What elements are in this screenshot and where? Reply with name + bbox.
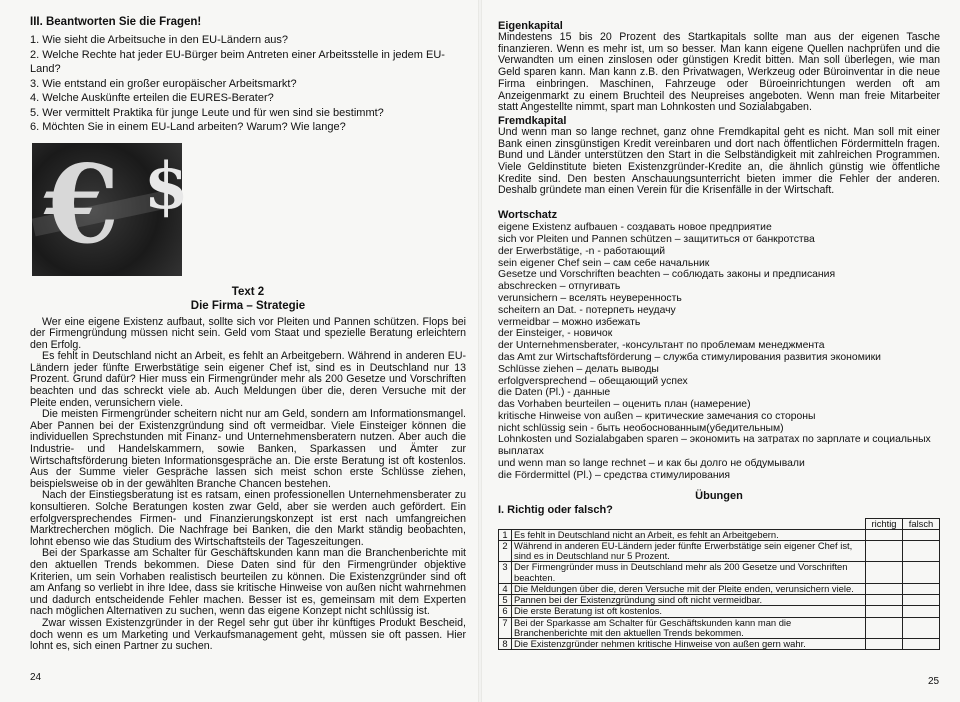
euro-symbol-icon: €: [44, 141, 120, 268]
question-item: 1. Wie sieht die Arbeitsuche in den EU-Ländern aus?: [30, 34, 289, 46]
richtig-cell[interactable]: [866, 638, 903, 649]
vocab-item: Schlüsse ziehen – делать выводы: [498, 363, 659, 375]
richtig-falsch-title: I. Richtig oder falsch?: [498, 503, 613, 516]
statement-number: 4: [499, 583, 512, 594]
vocab-item: der Erwerbstätige, -n - работающий: [498, 245, 666, 257]
page-number: 24: [30, 672, 42, 683]
statement-text: Bei der Sparkasse am Schalter für Geschäftskunden kann man die Branchenberichte mit den aktuellen Trends bekommen.: [512, 617, 866, 638]
text-heading: [30, 285, 466, 313]
vocab-item: scheitern an Dat. - потерпеть неудачу: [498, 304, 676, 316]
falsch-cell[interactable]: [903, 617, 940, 638]
falsch-cell[interactable]: [903, 541, 940, 562]
eigenkapital-text: Mindestens 15 bis 20 Prozent des Startkapitals sollte man aus der eigenen Tasche finanzieren. Wenn es mehr ist, um so besser. Man kann eigene Quellen nachprüfen und die Verwandten um einen zinslosen oder günstigen Kredit bitten. Man soll überlegen, wie man Geld sparen kann. Man kann z.B. den Privatwagen, Werkzeug oder Büroinventar in die neue Firma einbringen. Maschinen, Fahrzeuge oder Büroeinrichtungen werden oft am Anzeigenmarkt zu einem Bruchteil des Neupreises angeboten. Wenn man freie Mitarbeiter statt Angestellte nimmt, spart man Lohnkosten und Sozialabgaben.: [498, 31, 940, 114]
statement-text: Die Meldungen über die, deren Versuche mit der Pleite enden, verunsichern viele.: [512, 583, 866, 594]
question-item: 5. Wer vermittelt Praktika für junge Leute und für wen sind sie bestimmt?: [30, 106, 384, 119]
text-label: Text 2: [231, 285, 265, 298]
falsch-cell[interactable]: [903, 529, 940, 540]
question-item: 6. Möchten Sie in einem EU-Land arbeiten? Warum? Wie lange?: [30, 121, 346, 133]
falsch-cell[interactable]: [903, 638, 940, 649]
vocab-item: sich vor Pleiten und Pannen schützen – защититься от банкротства: [498, 233, 815, 245]
statement-number: 2: [499, 541, 512, 562]
vocab-item: das Amt zur Wirtschaftsförderung – служба стимулирования развития экономики: [498, 351, 881, 363]
currency-photo: [32, 141, 189, 276]
table-row: [499, 606, 940, 617]
richtig-cell[interactable]: [866, 583, 903, 594]
dollar-symbol-icon: $: [144, 148, 189, 224]
vocab-item: eigene Existenz aufbauen - создавать новое предприятие: [498, 222, 772, 234]
richtig-cell[interactable]: [866, 529, 903, 540]
table-row: [499, 541, 940, 562]
vocab-item: und wenn man so lange rechnet – и как бы долго не обдумывали: [498, 458, 805, 470]
vocab-item: vermeidbar – можно избежать: [498, 316, 641, 328]
vocab-item: Lohnkosten und Sozialabgaben sparen – экономить на затратах по зарплате и социальных выплатах: [498, 434, 931, 458]
wortschatz-title: Wortschatz: [498, 209, 558, 222]
article-body: [30, 317, 466, 653]
statement-text: Die Existenzgründer nehmen kritische Hinweise von außen gern wahr.: [512, 638, 866, 649]
statement-text: Während in anderen EU-Ländern jeder fünfte Erwerbstätige sein eigener Chef ist, sind es in Deutschland nur 5 Prozent.: [512, 541, 866, 562]
table-row: [499, 583, 940, 594]
fremdkapital-text: Und wenn man so lange rechnet, ganz ohne Fremdkapital geht es nicht. Man soll mit einer Bank einen zinsgünstigen Kredit vereinbaren und dort nach öffentlichen Fördermitteln fragen. Bund und Länder unterstützen den Start in die Selbständigkeit mit zahlreichen Programmen. Viele Geldinstitute bieten Existenzgründer-Kredite an, die ähnlich günstig wie öffentliche Kredite sind. Den besten Anschauungsunterricht bieten immer die Fehler der anderen. Deshalb gründete man einen Verein für die Krisenfälle in der Wirtschaft.: [498, 125, 940, 197]
richtig-cell[interactable]: [866, 617, 903, 638]
statement-text: Pannen bei der Existenzgründung sind oft nicht vermeidbar.: [512, 595, 866, 606]
eigenkapital-title: Eigenkapital: [498, 20, 563, 32]
vocab-item: sein eigener Chef sein – сам себе начальник: [498, 257, 710, 269]
fremdkapital-title: Fremdkapital: [498, 114, 567, 127]
question-item: 4. Welche Auskünfte erteilen die EURES-Berater?: [30, 92, 274, 104]
paragraph: Zwar wissen Existenzgründer in der Regel sehr gut über ihr künftiges Produkt Bescheid, doch wenn es um Marketing und Verkaufsmanagement geht, müssen sie oft passen. Hier lohnt es, sich einen Partner zu suchen.: [30, 616, 466, 653]
falsch-cell[interactable]: [903, 562, 940, 583]
vocab-item: nicht schlüssig sein - быть необоснованным(убедительным): [498, 422, 784, 434]
question-text: 2. Welche Rechte hat jeder EU-Bürger beim Antreten einer Arbeitsstelle in jedem EU-Land?: [30, 48, 445, 75]
vocab-item: der Einsteiger, - новичок: [498, 328, 613, 340]
header-spacer: [499, 518, 866, 529]
table-row: [499, 595, 940, 606]
section-title: III. Beantworten Sie die Fragen!: [30, 16, 202, 28]
vocab-item: die Fördermittel (Pl.) – средства стимулирования: [498, 469, 731, 481]
question-item: [30, 48, 466, 77]
vocab-item: das Vorhaben beurteilen – оценить план (намерение): [498, 399, 751, 411]
header-richtig: richtig: [866, 518, 903, 529]
richtig-cell[interactable]: [866, 562, 903, 583]
falsch-cell[interactable]: [903, 595, 940, 606]
statement-text: Die erste Beratung ist oft kostenlos.: [512, 606, 866, 617]
vocab-item: erfolgversprechend – обещающий успех: [498, 375, 688, 387]
vocab-item: die Daten (Pl.) - данные: [498, 387, 611, 399]
vocab-item: kritische Hinweise von außen – критические замечания со стороны: [498, 410, 816, 422]
richtig-cell[interactable]: [866, 606, 903, 617]
table-row: [499, 617, 940, 638]
table-header-row: [499, 518, 940, 529]
table-row: [499, 638, 940, 649]
paragraph: Bei der Sparkasse am Schalter für Geschäftskunden kann man die Branchenberichte mit den aktuellen Trends bekommen. Diese Daten sind für den Firmengründer objektive Kriterien, um sein Vorhaben realistisch beurteilen zu können. Die Existenzgründer sind oft am Anfang so verliebt in ihre Idee, dass sie kritische Hinweise von außen nicht wahrnehmen und dadurch entscheidende Fehler machen. Besser ist es, gemeinsam mit dem Experten nach möglichen Alternativen zu suchen, wenn das eigene Konzept nicht schlüssig ist.: [30, 547, 466, 618]
richtig-cell[interactable]: [866, 541, 903, 562]
statement-number: 6: [499, 606, 512, 617]
paragraph: Es fehlt in Deutschland nicht an Arbeit, es fehlt an Arbeitgebern. Während in anderen EU-Ländern jeder fünfte Erwerbstätige sein eigener Chef ist, sind es in Deutschland nur 13 Prozent. Grund dafür? Hier muss ein Firmengründer mehr als 200 Gesetze und Vorschriften beachten und das schreckt viele ab. Auch Meldungen über die, deren Versuche mit der Pleite enden, verunsichern viele.: [30, 350, 466, 409]
paragraph: Nach der Einstiegsberatung ist es ratsam, einen professionellen Unternehmensberater zu konsultieren. Solche Beratungen kosten zwar Geld, aber sie werden auch gefördert. Ein erfolgversprechendes Firmen- und Finanzierungskonzept ist erst nach umfangreichen Marktrecherchen möglich. Die Nachfrage bei Banken, die den Markt ständig beobachten, lohnt ebenso wie das Studium des Wirtschaftsteils der Tageszeitungen.: [30, 489, 466, 548]
table-row: [499, 562, 940, 583]
statement-number: 3: [499, 562, 512, 583]
paragraph: Wer eine eigene Existenz aufbaut, sollte sich vor Pleiten und Pannen schützen. Flops bei der Firmengründung müssen nicht sein. Geld vom Staat und spezielle Beratung erleichtern den Erfolg.: [30, 315, 466, 351]
statement-number: 7: [499, 617, 512, 638]
page-number: 25: [928, 676, 940, 687]
vocab-item: Gesetze und Vorschriften beachten – соблюдать законы и предписания: [498, 269, 836, 281]
paragraph: Die meisten Firmengründer scheitern nicht nur am Geld, sondern am Informationsmangel. Aber Pannen bei der Existenzgründung sind oft vermeidbar. Viele Einsteiger können die individuellen Sprechstunden mit Finanz- und Unternehmensberatern nutzen. Aber auch die Industrie- und Handelskammern, sowie Banken, Sparkassen und Ämter zur Wirtschaftsförderung bieten Informationsgespräche an. Die erste Beratung ist oft kostenlos. Aus der Summe vieler Gespräche lassen sich meist schon erste Schlüsse ziehen, beispielsweise ob in der gewählten Branche Chancen bestehen.: [30, 408, 466, 490]
vocab-item: abschrecken – отпугивать: [498, 281, 621, 293]
question-list: [30, 33, 466, 135]
question-item: 3. Wie entstand ein großer europäischer Arbeitsmarkt?: [30, 77, 297, 90]
richtig-falsch-table: [498, 518, 940, 650]
richtig-cell[interactable]: [866, 595, 903, 606]
vocab-item: der Unternehmensberater, -консультант по проблемам менеджмента: [498, 340, 825, 352]
vocabulary-list: [498, 222, 940, 482]
falsch-cell[interactable]: [903, 606, 940, 617]
statement-number: 8: [499, 638, 512, 649]
statement-text: Es fehlt in Deutschland nicht an Arbeit, es fehlt an Arbeitgebern.: [512, 529, 866, 540]
falsch-cell[interactable]: [903, 583, 940, 594]
vocab-item: verunsichern – вселять неуверенность: [498, 292, 682, 304]
right-page: [480, 0, 960, 702]
statement-text: Der Firmengründer muss in Deutschland mehr als 200 Gesetze und Vorschriften beachten.: [512, 562, 866, 583]
statement-number: 5: [499, 595, 512, 606]
ubungen-title: Übungen: [695, 489, 743, 502]
text-title: Die Firma – Strategie: [190, 299, 306, 312]
table-row: [499, 529, 940, 540]
header-falsch: falsch: [903, 518, 940, 529]
statement-number: 1: [499, 529, 512, 540]
